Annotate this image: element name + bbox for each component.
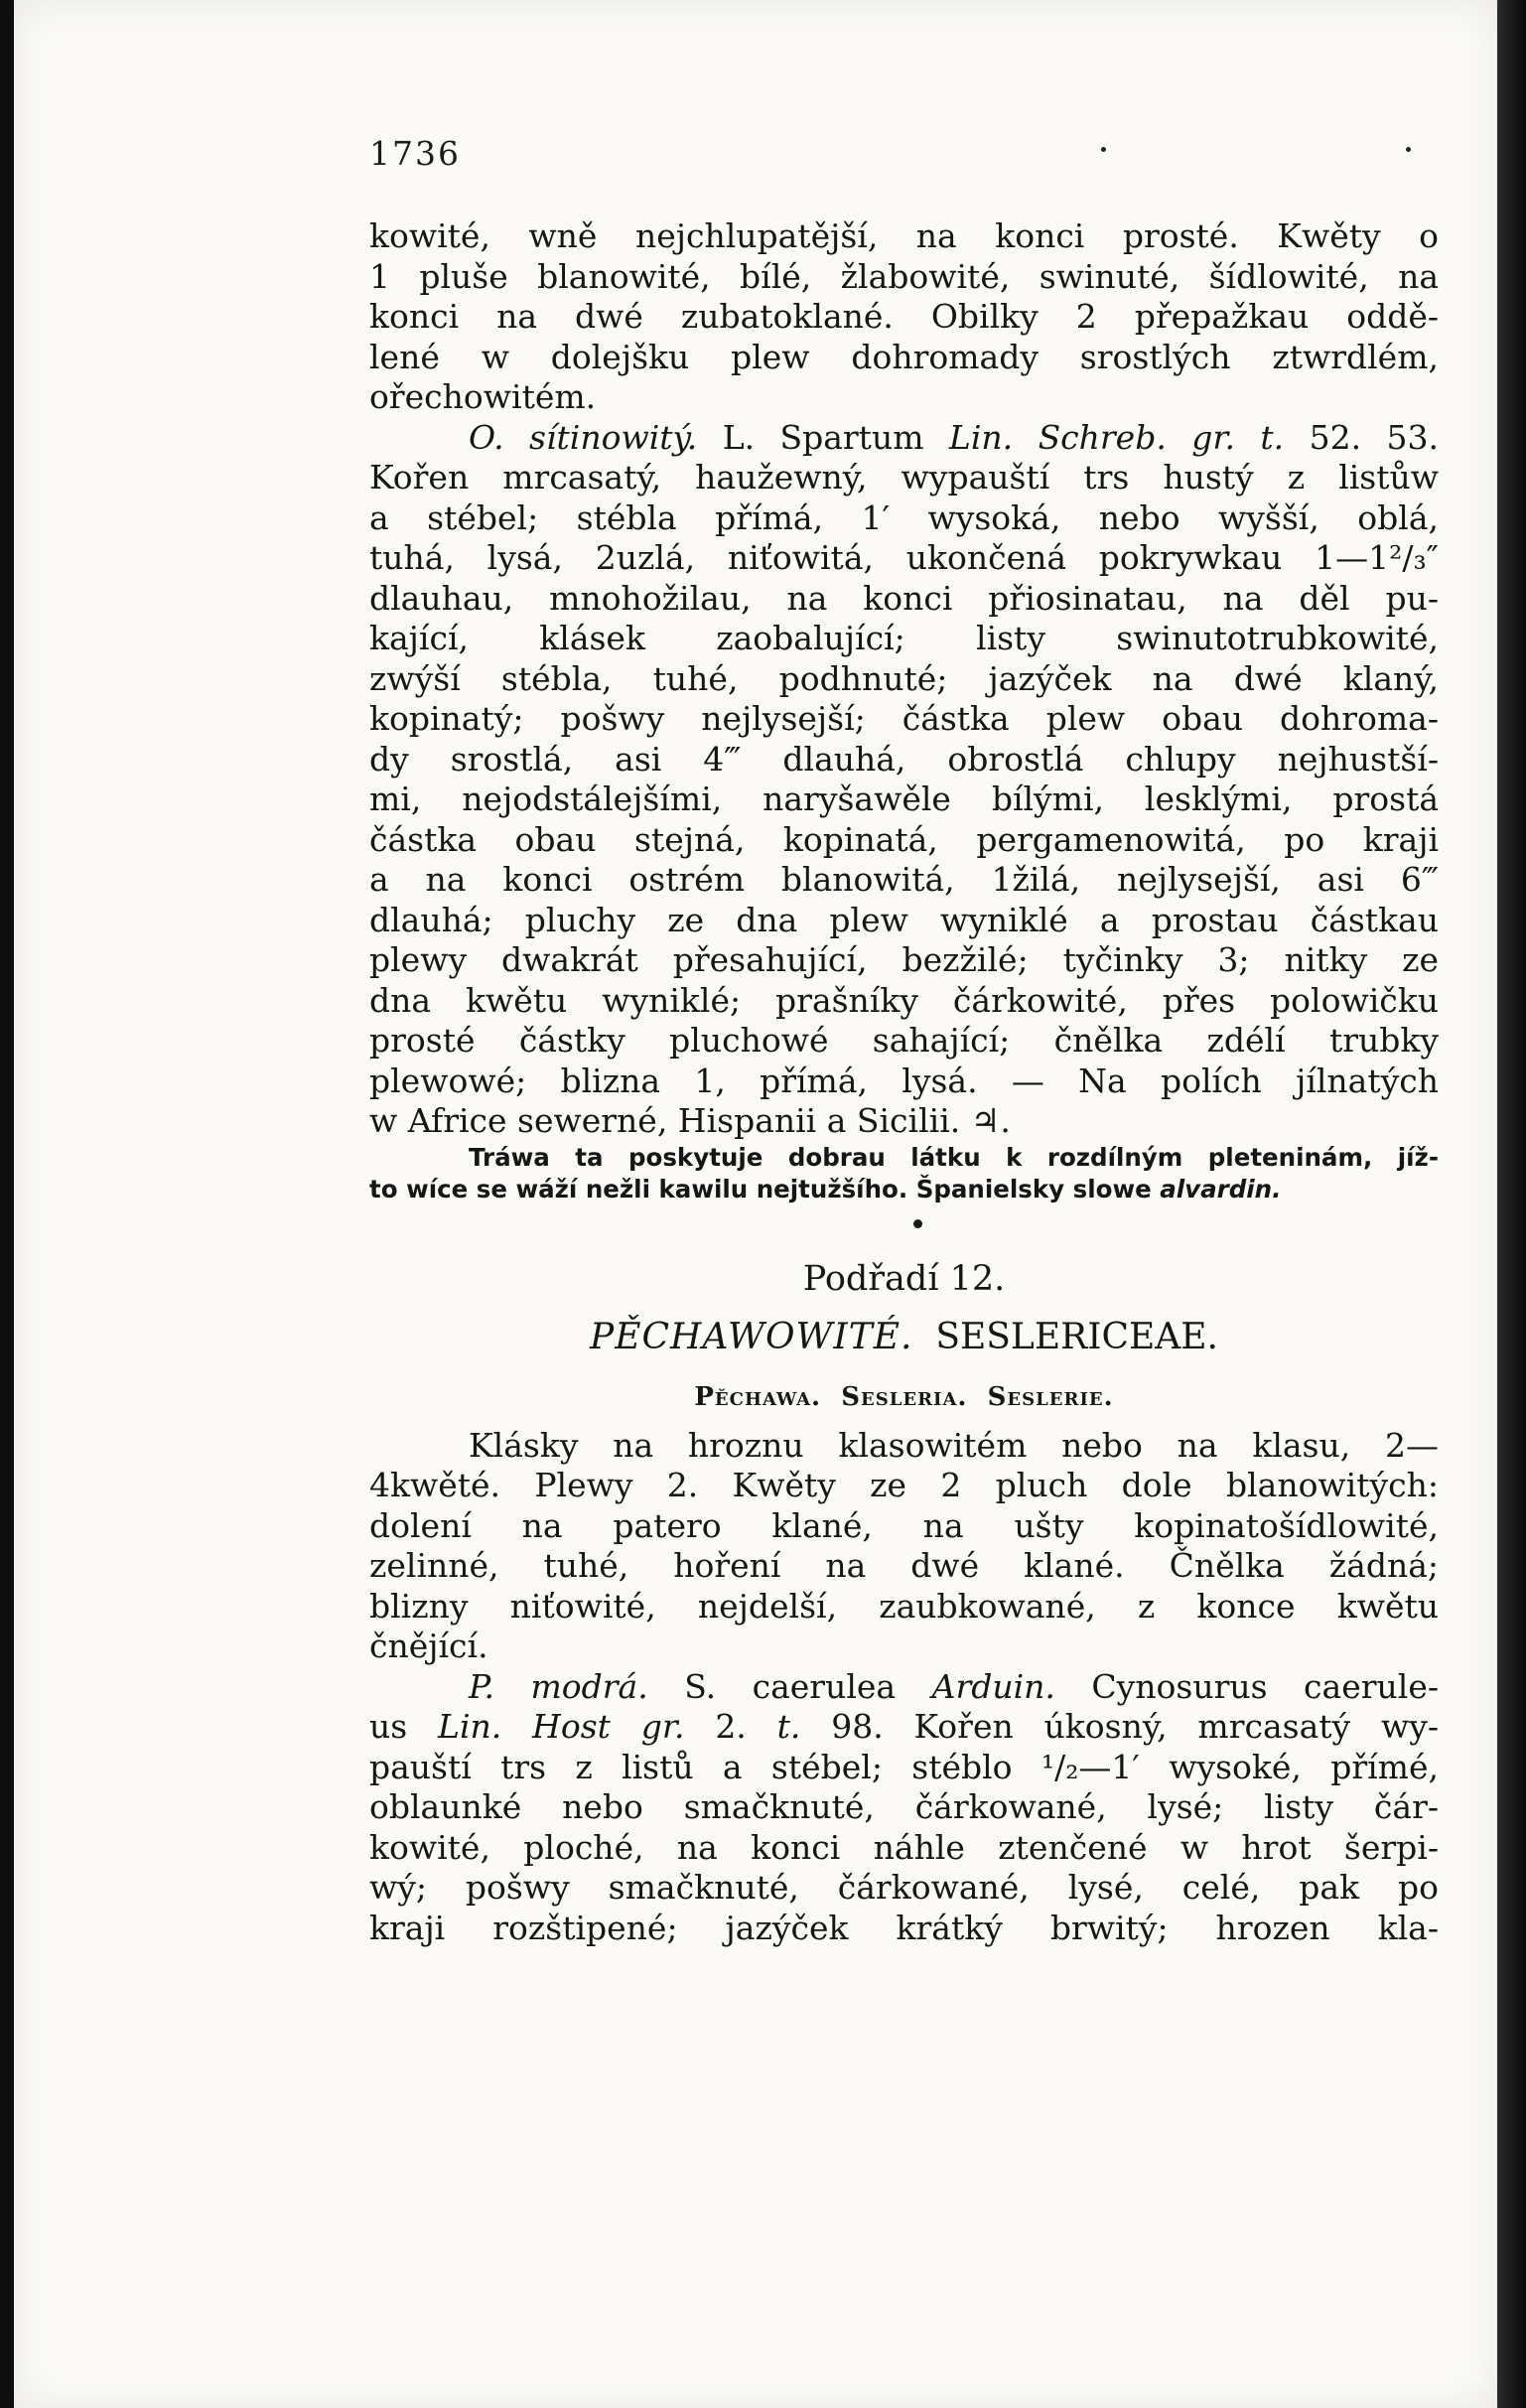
text-line: us Lin. Host gr. 2. t. 98. Kořen úkosný, mrcasatý wy- bbox=[369, 1707, 1440, 1746]
text-line: 4kwěté. Plewy 2. Kwěty ze 2 pluch dole blanowitých: bbox=[369, 1466, 1439, 1504]
species-name: O. sítinowitý. bbox=[469, 417, 698, 457]
text-line: a na konci ostrém blanowitá, 1žilá, nejlysejší, asi 6‴ bbox=[369, 860, 1439, 899]
text-line: blizny niťowité, nejdelší, zaubkowané, z konce kwětu bbox=[369, 1586, 1439, 1626]
text-line: tuhá, lysá, 2uzlá, niťowitá, ukončená pokrywkau 1—1²/₃″ bbox=[369, 538, 1439, 577]
entry-continuation bbox=[369, 216, 1439, 418]
text-line: plewy dwakrát přesahující, bezžilé; tyčinky 3; nitky ze bbox=[369, 940, 1439, 979]
text-line: kowité, wně nejchlupatější, na konci prosté. Kwěty o bbox=[369, 216, 1439, 255]
text-line: kowité, ploché, na konci náhle ztenčené w hrot šerpi- bbox=[369, 1827, 1439, 1867]
subfamily-heading: Podřadí 12. bbox=[802, 1258, 1006, 1299]
text-line: plewowé; blizna 1, přímá, lysá. — Na polích jílnatých bbox=[369, 1061, 1439, 1100]
text-line: w Africe sewerné, Hispanii a Sicilii. ♃. bbox=[369, 1101, 1011, 1140]
usage-note bbox=[369, 1142, 1439, 1205]
text-line: pauští trs z listů a stébel; stéblo ¹/₂—1′ wysoké, přímé, bbox=[369, 1747, 1439, 1786]
family-name-cz: PĚCHAWOWITÉ. bbox=[589, 1316, 913, 1357]
family-name-lat: SESLERICEAE. bbox=[935, 1316, 1218, 1357]
text-line: zelinné, tuhé, hoření na dwé klané. Čnělka žádná; bbox=[369, 1546, 1439, 1585]
text-line: Kořen mrcasatý, haužewný, wypauští trs hustý z listůw bbox=[369, 458, 1439, 496]
text-line: lené w dolejšku plew dohromady srostlých ztwrdlém, bbox=[369, 337, 1439, 376]
family-heading bbox=[369, 1307, 1439, 1368]
text-line: dy srostlá, asi 4‴ dlauhá, obrostlá chlupy nejhustší- bbox=[369, 739, 1439, 779]
bullet-dot bbox=[913, 1219, 922, 1228]
text-line: kající, klásek zaobalující; listy swinutotrubkowité, bbox=[369, 619, 1439, 657]
text-line: O. sítinowitý. L. Spartum Lin. Schreb. gr. t. 52. 53. bbox=[469, 417, 1439, 457]
ink-speck bbox=[1406, 147, 1411, 152]
text-line: wý; pošwy smačknuté, čárkowané, lysé, celé, pak po bbox=[369, 1868, 1439, 1907]
note-line: Tráwa ta poskytuje dobrau látku k rozdílným pleteninám, jíž- bbox=[469, 1142, 1439, 1172]
text-line: kopinatý; pošwy nejlysejší; částka plew obau dohroma- bbox=[369, 699, 1439, 738]
ink-speck bbox=[1101, 147, 1106, 152]
text-line: oblaunké nebo smačknuté, čárkowané, lysé; listy čár- bbox=[369, 1787, 1439, 1826]
page-body bbox=[369, 216, 1439, 1948]
text-line: P. modrá. S. caerulea Arduin. Cynosurus caerule- bbox=[469, 1666, 1440, 1706]
text-line: zwýší stébla, tuhé, podhnuté; jazýček na dwé klaný, bbox=[369, 658, 1439, 698]
text-line: konci na dwé zubatoklané. Obilky 2 přepažkau oddě- bbox=[369, 297, 1439, 336]
text-line: mi, nejodstálejšími, naryšawěle bílými, lesklými, prostá bbox=[369, 779, 1439, 818]
page-number: 1736 bbox=[369, 134, 461, 173]
species-name: P. modrá. bbox=[469, 1666, 648, 1706]
genus-description bbox=[369, 1426, 1439, 1667]
scan-edge-shadow bbox=[1497, 0, 1526, 2408]
genus-heading: Pěchawa. Sesleria. Seslerie. bbox=[694, 1381, 1114, 1412]
text-line: dna kwětu wyniklé; prašníky čárkowité, přes polowičku bbox=[369, 980, 1439, 1020]
text-line: a stébel; stébla přímá, 1′ wysoká, nebo wyšší, oblá, bbox=[369, 497, 1439, 537]
text-line: dolení na patero klané, na ušty kopinatošídlowité, bbox=[369, 1505, 1439, 1545]
text-line: čnějící. bbox=[369, 1627, 488, 1665]
text-line: kraji rozštipené; jazýček krátký brwitý; hrozen kla- bbox=[369, 1908, 1439, 1947]
text-line: ořechowitém. bbox=[369, 377, 597, 416]
text-line: Klásky na hroznu klasowitém nebo na klasu, 2— bbox=[469, 1425, 1439, 1465]
text-line: 1 pluše blanowité, bílé, žlabowité, swinuté, šídlowité, na bbox=[369, 256, 1439, 296]
text-line: prosté částky pluchowé sahající; čnělka zdélí trubky bbox=[369, 1021, 1439, 1060]
separator-dot bbox=[369, 1205, 1439, 1249]
note-line: to wíce se wáží nežli kawilu nejtužšího. Španielsky slowe alvardin. bbox=[369, 1174, 1282, 1204]
species-entry-sesleria bbox=[369, 1667, 1439, 1949]
text-line: částka obau stejná, kopinatá, pergamenowitá, po kraji bbox=[369, 819, 1439, 859]
text-line: dlauhá; pluchy ze dna plew wyniklé a prostau částkau bbox=[369, 900, 1439, 939]
text-line: dlauhau, mnohožilau, na konci přiosinatau, na děl pu- bbox=[369, 578, 1439, 618]
scanned-page bbox=[14, 0, 1497, 2408]
species-entry-spartum bbox=[369, 418, 1439, 1142]
